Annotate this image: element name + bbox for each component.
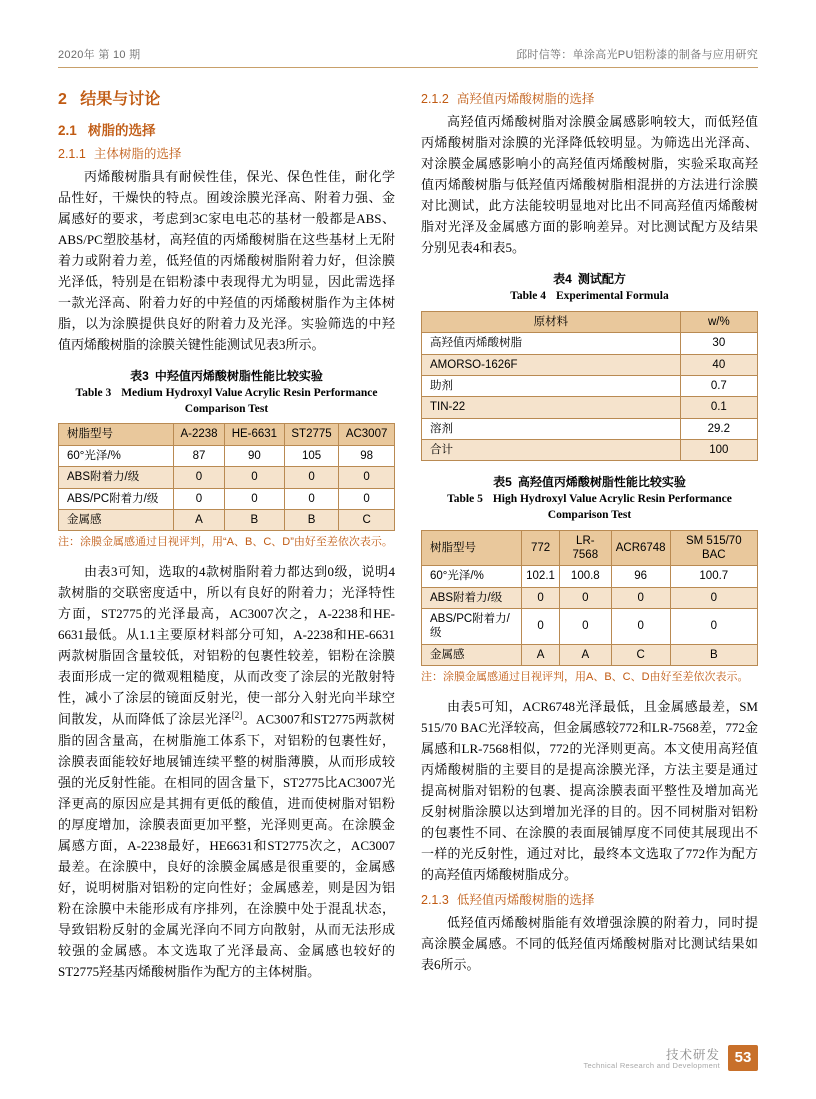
table-header-row: [422, 530, 758, 566]
cell: A: [559, 644, 611, 665]
table-row: [422, 333, 758, 354]
cell: ABS/PC附着力/级: [59, 488, 174, 509]
cell: A: [174, 509, 225, 530]
cell: 助剂: [422, 375, 681, 396]
cell: 0: [670, 609, 757, 645]
table-row: [422, 354, 758, 375]
table3-h2: HE-6631: [224, 424, 284, 445]
table4-body: [422, 333, 758, 461]
table-row: [422, 644, 758, 665]
table4-title-cn: 测试配方: [577, 272, 626, 287]
cell: 29.2: [680, 418, 757, 439]
running-head-right: 邱时信等：单涂高光PU铝粉漆的制备与应用研究: [516, 49, 758, 61]
table-row: [422, 375, 758, 396]
cell: 金属感: [422, 644, 522, 665]
table-row: [59, 467, 395, 488]
table3-caption-cn: [58, 367, 395, 384]
cell: 0.1: [680, 397, 757, 418]
cell: 30: [680, 333, 757, 354]
cell: 0: [559, 609, 611, 645]
table3-h0: 树脂型号: [59, 424, 174, 445]
cell: 溶剂: [422, 418, 681, 439]
cell: 98: [339, 445, 395, 466]
cell: 金属感: [59, 509, 174, 530]
table-row: [422, 440, 758, 461]
cell: 90: [224, 445, 284, 466]
section-heading: [58, 86, 395, 109]
cell: B: [224, 509, 284, 530]
table-row: [422, 587, 758, 608]
table3-title-en: Medium Hydroxyl Value Acrylic Resin Performance Comparison Test: [121, 387, 378, 415]
cell: 96: [611, 566, 670, 587]
table-row: [59, 509, 395, 530]
footer-section-en: Technical Research and Development: [583, 1061, 720, 1071]
section-title: 结果与讨论: [80, 91, 161, 108]
table5-caption-cn: [421, 473, 758, 490]
subsubsection-number: 2.1.3: [421, 893, 449, 908]
cell: 100: [680, 440, 757, 461]
cell: 0: [284, 488, 338, 509]
table4: [421, 311, 758, 462]
subsection-heading-2-1: [58, 119, 395, 139]
table3-block: [58, 367, 395, 550]
table3-head: [59, 424, 395, 445]
cell: 102.1: [522, 566, 560, 587]
cell: ABS附着力/级: [59, 467, 174, 488]
table4-label-en: Table 4: [510, 290, 546, 303]
table4-h1: w/%: [680, 311, 757, 332]
cell: B: [670, 644, 757, 665]
table5-h2: LR-7568: [559, 530, 611, 566]
paragraph-low-hydroxyl: 低羟值丙烯酸树脂能有效增强涂膜的附着力，同时提高涂膜金属感。不同的低羟值丙烯酸树脂对比测试结果如表6所示。: [421, 915, 758, 973]
table-row: [422, 609, 758, 645]
cell: 0: [611, 609, 670, 645]
table-header-row: [422, 311, 758, 332]
page-number: 53: [728, 1045, 758, 1071]
table4-title-en: Experimental Formula: [555, 290, 669, 303]
table3-label-cn: 表3: [130, 369, 149, 384]
table5-label-cn: 表5: [493, 475, 512, 490]
cell: 0: [284, 467, 338, 488]
footer-section-cn: 技术研发: [665, 1048, 720, 1062]
table4-h0: 原材料: [422, 311, 681, 332]
cell: 60°光泽/%: [59, 445, 174, 466]
cell: 105: [284, 445, 338, 466]
table3-title-cn: 中羟值丙烯酸树脂性能比较实验: [154, 369, 323, 384]
table3-note: 注：涂膜金属感通过目视评判，用“A、B、C、D”由好至差依次表示。: [58, 536, 393, 549]
table5-block: [421, 473, 758, 685]
table5-h0: 树脂型号: [422, 530, 522, 566]
cell: 0: [224, 467, 284, 488]
table3-label-en: Table 3: [75, 387, 112, 400]
paragraph-main-resin: 丙烯酸树脂具有耐候性佳，保光、保色性佳，耐化学品性好，干燥快的特点。囿竣涂膜光泽高、附着力强、金属感好的要求，考虑到3C家电电芯的基材一般都是ABS、ABS/PC塑胶基材，高羟值的丙烯酸树脂在这些基材上无附着力或附着力差，低羟值的丙烯酸树脂附着力好，但涂膜光泽低，特别是在铝粉漆中表现得尤为明显，因此需选择一款光泽高、附着力好的中羟值的丙烯酸树脂作为主体树脂，以为涂膜提供良好的附着力及光泽。实验筛选的中羟值丙烯酸树脂的涂膜关键性能测试见表3所示。: [58, 169, 395, 353]
cell: 60°光泽/%: [422, 566, 522, 587]
subsubsection-title: 低羟值丙烯酸树脂的选择: [456, 893, 595, 908]
running-head: [58, 46, 758, 68]
left-column: [58, 84, 395, 984]
cell: 0: [522, 587, 560, 608]
table-row: [59, 488, 395, 509]
cell: 0: [611, 587, 670, 608]
cell: 0: [559, 587, 611, 608]
cell: 高羟值丙烯酸树脂: [422, 333, 681, 354]
table5-h4: SM 515/70 BAC: [670, 530, 757, 566]
subsection-title: 树脂的选择: [88, 123, 156, 138]
paragraph-high-hydroxyl: 高羟值丙烯酸树脂对涂膜金属感影响较大，而低羟值丙烯酸树脂对涂膜的光泽降低较明显。为筛选出光泽高、对涂膜金属感影响小的高羟值丙烯酸树脂，实验采取高羟值丙烯酸树脂与低羟值丙烯酸树脂相混拼的方法进行涂膜对比测试，此方法能较明显地对比出不同高羟值丙烯酸树脂对光泽及金属感方面的影响差异。对比测试配方及结果分别见表4和表5。: [421, 114, 758, 256]
cell: 40: [680, 354, 757, 375]
table5-body: [422, 566, 758, 666]
cell: 87: [174, 445, 225, 466]
table5-label-en: Table 5: [447, 493, 483, 506]
cell: B: [284, 509, 338, 530]
subsubsection-heading-2-1-2: [421, 89, 758, 107]
paragraph-text-part2: 。AC3007和ST2775两款树脂的固含量高，在树脂施工体系下，对铝粉的包裹性好，涂膜表面能较好地展铺连续平整的树脂薄膜，从而形成较强的光反射性能。在相同的固含量下，ST2775比AC3007光泽更高的原因应是其拥有更低的酸值，进而使树脂对铝粉的厚度增加，涂膜表面更加平整，光泽则更高。在涂膜金属感方面，A-2238最好，HE6631和ST2775次之，AC3007最差。在涂膜中，良好的涂膜金属感是很重要的，金属感好，说明树脂对铝粉的定向性好；金属感差，则是因为铝粉在涂膜中未能形成有序排列，在涂膜中处于混乱状态，导致铝粉反射的金属光泽向不同方向散射，从而无法形成较强的金属感。本文选取了光泽最高、金属感也较好的ST2775羟基丙烯酸树脂作为配方的主体树脂。: [58, 711, 395, 980]
cell: 0: [339, 467, 395, 488]
cell: 0: [174, 488, 225, 509]
table3-h3: ST2775: [284, 424, 338, 445]
table5-caption-en: [421, 492, 758, 523]
subsubsection-number: 2.1.1: [58, 147, 86, 161]
table3: [58, 423, 395, 531]
section-number: 2: [58, 91, 67, 108]
cell: 0: [670, 587, 757, 608]
table3-h1: A-2238: [174, 424, 225, 445]
subsection-number: 2.1: [58, 123, 77, 138]
right-column: [421, 84, 758, 984]
cell: C: [339, 509, 395, 530]
cell: ABS/PC附着力/级: [422, 609, 522, 645]
table4-label-cn: 表4: [553, 272, 572, 287]
table5-head: [422, 530, 758, 566]
table3-h4: AC3007: [339, 424, 395, 445]
cell: ABS附着力/级: [422, 587, 522, 608]
paragraph-table3-discussion: [58, 561, 395, 982]
table-row: [422, 418, 758, 439]
cell: 合计: [422, 440, 681, 461]
table4-block: [421, 270, 758, 461]
subsubsection-title: 主体树脂的选择: [93, 147, 182, 161]
subsubsection-heading-2-1-3: [421, 890, 758, 908]
table5-note: 注：涂膜金属感通过目视评判，用A、B、C、D由好至差依次表示。: [421, 671, 749, 684]
cell: 100.7: [670, 566, 757, 587]
table-row: [59, 445, 395, 466]
table5-title-en: High Hydroxyl Value Acrylic Resin Performance Comparison Test: [492, 493, 732, 521]
table-row: [422, 566, 758, 587]
table4-head: [422, 311, 758, 332]
citation-ref: [2]: [231, 710, 243, 721]
cell: 0: [522, 609, 560, 645]
cell: 0.7: [680, 375, 757, 396]
table3-caption-en: [58, 386, 395, 417]
table4-caption-en: [421, 289, 758, 305]
two-column-body: [58, 84, 758, 984]
cell: 0: [224, 488, 284, 509]
table-row: [422, 397, 758, 418]
page-footer: [583, 1045, 758, 1071]
paragraph-text-part1: 由表3可知，选取的4款树脂附着力都达到0级，说明4款树脂的交联密度适中，所以有良好的附着力；光泽特性方面，ST2775的光泽最高，AC3007次之，A-2238和HE-6631最低。从1.1主要原材料部分可知，A-2238和HE-6631两款树脂固含量较低，对铝粉的包裹性较差，铝粉在涂膜表面形成一定的微观粗糙度，从而改变了涂层的光散射特性，减小了涂层的镜面反射光，使一部分入射光向半球空间散发，从而降低了涂层光泽: [58, 563, 395, 727]
table3-body: [59, 445, 395, 531]
cell: C: [611, 644, 670, 665]
cell: AMORSO-1626F: [422, 354, 681, 375]
table5-h1: 772: [522, 530, 560, 566]
cell: A: [522, 644, 560, 665]
footer-texts: [583, 1048, 720, 1071]
subsubsection-number: 2.1.2: [421, 92, 449, 106]
table-header-row: [59, 424, 395, 445]
table4-caption-cn: [421, 270, 758, 287]
running-head-left: 2020年 第 10 期: [58, 49, 141, 61]
subsubsection-heading-2-1-1: [58, 144, 395, 162]
cell: 0: [174, 467, 225, 488]
paragraph-table5-discussion: 由表5可知，ACR6748光泽最低，且金属感最差，SM 515/70 BAC光泽较高，但金属感较772和LR-7568差，772金属感和LR-7568相似，772的光泽则更高。本文使用高羟值丙烯酸树脂的主要目的是提高涂膜光泽，方法主要是通过提高树脂对铝粉的包裹、提高涂膜表面平整性及增加高光反射树脂涂膜以达到增加光泽的目的。因不同树脂对铝粉的包裹性不同、在涂膜的表面展铺厚度不同使其展现出不一样的光反射性，通过对比，最终本文选取了772作为配方的高羟值丙烯酸树脂成分。: [421, 698, 758, 882]
table5-h3: ACR6748: [611, 530, 670, 566]
table5-title-cn: 高羟值丙烯酸树脂性能比较实验: [517, 475, 686, 490]
cell: 0: [339, 488, 395, 509]
table5: [421, 530, 758, 667]
subsubsection-title: 高羟值丙烯酸树脂的选择: [456, 92, 595, 106]
cell: TIN-22: [422, 397, 681, 418]
cell: 100.8: [559, 566, 611, 587]
